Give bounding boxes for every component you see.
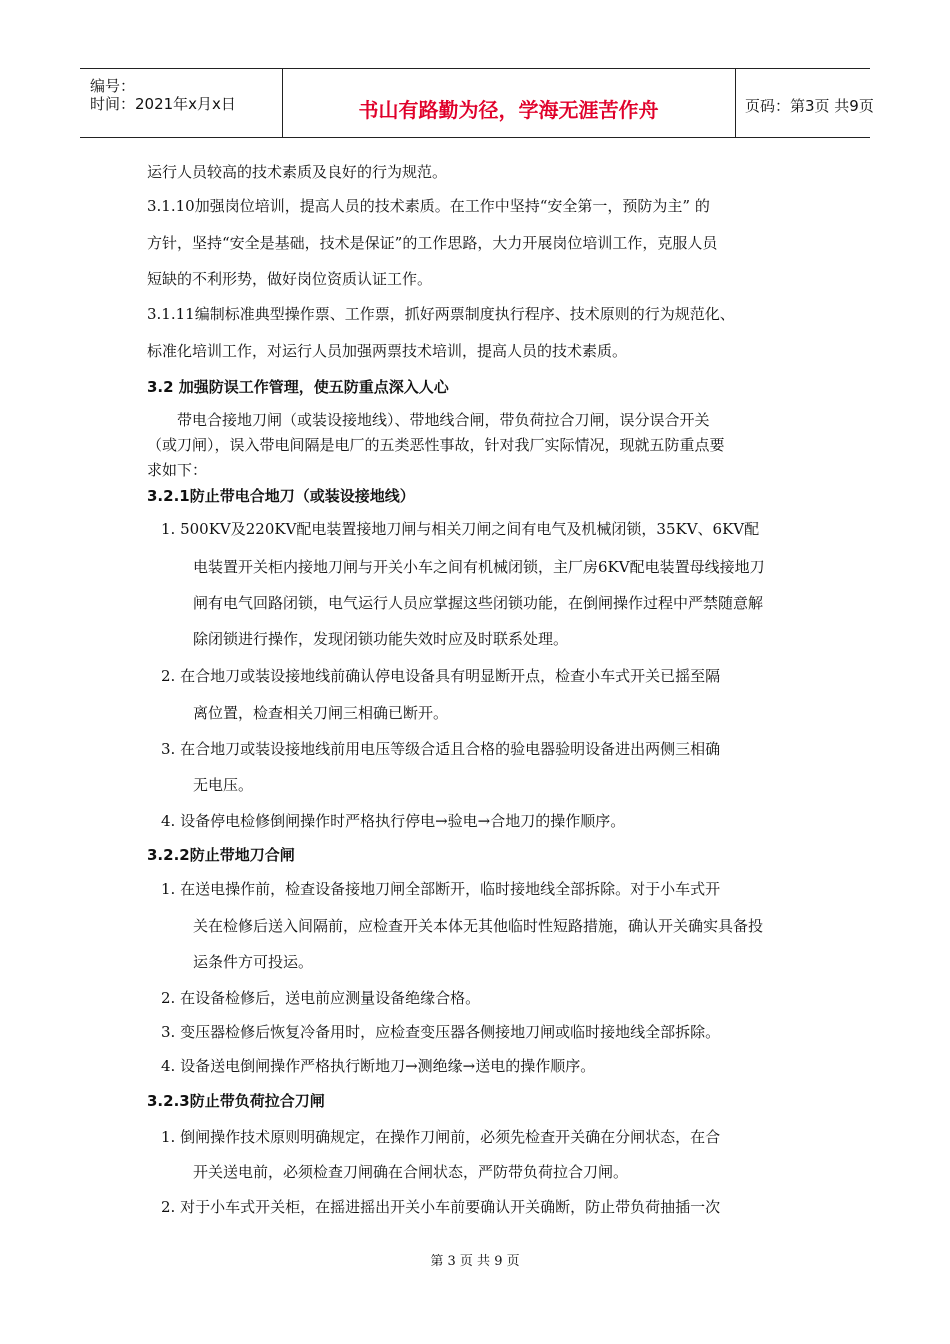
list-item: 1. 500KV及220KV配电装置接地刀闸与相关刀闸之间有电气及机械闭锁，35KV、6KV配 (161, 520, 760, 538)
list-item-continuation: 闸有电气回路闭锁，电气运行人员应掌握这些闭锁功能，在倒闸操作过程中严禁随意解 (193, 594, 764, 612)
body-line: （或刀闸），误入带电间隔是电厂的五类恶性事故，针对我厂实际情况，现就五防重点要 (147, 436, 725, 454)
body-line: 3.1.10加强岗位培训，提高人员的技术素质。在工作中坚持“安全第一，预防为主” 的 (147, 197, 710, 215)
list-item-continuation: 离位置，检查相关刀闸三相确已断开。 (193, 704, 449, 722)
list-item: 4. 设备停电检修倒闸操作时严格执行停电→验电→合地刀的操作顺序。 (161, 812, 626, 830)
page-footer: 第 3 页 共 9 页 (430, 1254, 520, 1269)
list-item: 3. 在合地刀或装设接地线前用电压等级合适且合格的验电器验明设备进出两侧三相确 (161, 740, 721, 758)
list-item: 2. 对于小车式开关柜，在摇进摇出开关小车前要确认开关确断，防止带负荷抽插一次 (161, 1198, 721, 1216)
list-item: 2. 在合地刀或装设接地线前确认停电设备具有明显断开点，检查小车式开关已摇至隔 (161, 667, 721, 685)
list-item-continuation: 关在检修后送入间隔前，应检查开关本体无其他临时性短路措施，确认开关确实具备投 (193, 917, 764, 935)
document-time-label: 时间：2021年x月x日 (90, 95, 236, 113)
list-item: 3. 变压器检修后恢复冷备用时，应检查变压器各侧接地刀闸或临时接地线全部拆除。 (161, 1023, 721, 1041)
document-number-label: 编号： (90, 77, 136, 95)
section-heading: 3.2 加强防误工作管理，使五防重点深入人心 (147, 378, 449, 396)
list-item: 2. 在设备检修后，送电前应测量设备绝缘合格。 (161, 989, 481, 1007)
header-info-cell (80, 69, 283, 137)
list-item-continuation: 电装置开关柜内接地刀闸与开关小车之间有机械闭锁，主厂房6KV配电装置母线接地刀 (193, 558, 765, 576)
list-item-continuation: 无电压。 (193, 776, 254, 794)
page-header (80, 68, 874, 138)
list-item: 1. 在送电操作前，检查设备接地刀闸全部断开，临时接地线全部拆除。对于小车式开 (161, 880, 721, 898)
body-line: 短缺的不利形势，做好岗位资质认证工作。 (147, 270, 433, 288)
subsection-heading: 3.2.3防止带负荷拉合刀闸 (147, 1092, 325, 1110)
header-page-number: 页码：第3页 共9页 (745, 97, 874, 115)
body-line: 带电合接地刀闸（或装设接地线）、带地线合闸，带负荷拉合刀闸，误分误合开关 (177, 411, 710, 429)
body-line: 运行人员较高的技术素质及良好的行为规范。 (147, 163, 448, 181)
body-line: 方针，坚持“安全是基础，技术是保证”的工作思路，大力开展岗位培训工作，克服人员 (147, 234, 718, 252)
subsection-heading: 3.2.1防止带电合地刀（或装设接地线） (147, 487, 415, 505)
header-motto: 书山有路勤为径，学海无涯苦作舟 (358, 98, 659, 122)
header-motto-cell (282, 69, 736, 137)
subsection-heading: 3.2.2防止带地刀合闸 (147, 846, 295, 864)
body-line: 3.1.11编制标准典型操作票、工作票，抓好两票制度执行程序、技术原则的行为规范化、 (147, 305, 735, 323)
list-item: 4. 设备送电倒闸操作严格执行断地刀→测绝缘→送电的操作顺序。 (161, 1057, 596, 1075)
header-page-cell (735, 69, 874, 137)
list-item-continuation: 运条件方可投运。 (193, 953, 314, 971)
list-item-continuation: 除闭锁进行操作，发现闭锁功能失效时应及时联系处理。 (193, 630, 569, 648)
body-line: 标准化培训工作，对运行人员加强两票技术培训，提高人员的技术素质。 (147, 342, 628, 360)
body-line: 求如下： (147, 461, 208, 479)
list-item-continuation: 开关送电前，必须检查刀闸确在合闸状态，严防带负荷拉合刀闸。 (193, 1163, 629, 1181)
list-item: 1. 倒闸操作技术原则明确规定，在操作刀闸前，必须先检查开关确在分闸状态，在合 (161, 1128, 721, 1146)
